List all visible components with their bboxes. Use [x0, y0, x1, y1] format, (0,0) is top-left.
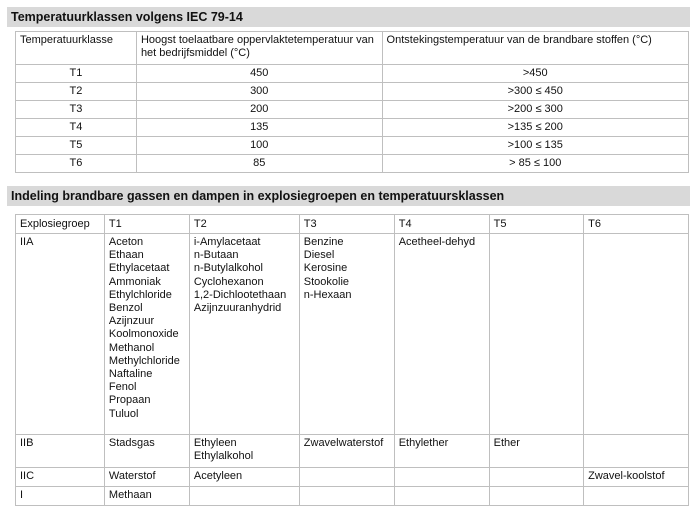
gas-name: 1,2-Dichlootethaan	[193, 288, 287, 301]
table-row	[16, 137, 689, 155]
gas-name: Waterstof	[108, 470, 156, 482]
table-cell: >135 ≤ 200	[382, 119, 688, 137]
explosion-group-cell: I	[16, 487, 105, 506]
gas-name: Ethylacetaat	[108, 262, 170, 275]
table-cell: 300	[136, 83, 382, 101]
gas-name: Zwavel-koolstof	[588, 470, 665, 482]
table-cell: > 85 ≤ 100	[382, 155, 688, 173]
table-cell: T4	[16, 119, 137, 137]
gas-list-cell	[394, 435, 489, 468]
gas-list-cell	[104, 468, 189, 487]
table-cell: T3	[16, 101, 137, 119]
gas-name: Methanol	[108, 341, 155, 354]
table-cell: 85	[136, 155, 382, 173]
explosion-group-cell: IIA	[16, 234, 105, 435]
table-header-row	[16, 32, 689, 65]
gas-list-cell	[489, 435, 583, 468]
header-explosion-group: Explosiegroep	[16, 215, 105, 234]
explosion-group-cell: IIB	[16, 435, 105, 468]
table-row	[16, 83, 689, 101]
gas-list-cell	[489, 234, 583, 435]
gas-list-cell	[299, 435, 394, 468]
gas-name: Kerosine	[303, 262, 348, 275]
table-cell: T2	[16, 83, 137, 101]
section-title-explosion-groups: Indeling brandbare gassen en dampen in explosiegroepen en temperatuursklassen	[7, 186, 690, 206]
gas-name: Ammoniak	[108, 275, 161, 288]
header-temperature-class-t4: T4	[394, 215, 489, 234]
gas-list-cell	[189, 435, 299, 468]
gas-list-cell	[394, 487, 489, 506]
header-temperature-class-t3: T3	[299, 215, 394, 234]
gas-name: Azijnzuuranhydrid	[193, 302, 282, 315]
gas-name: Benzine	[303, 236, 344, 248]
gas-name: Propaan	[108, 394, 151, 407]
gas-name: Koolmonoxide	[108, 328, 179, 341]
gas-name: Acetyleen	[193, 470, 243, 482]
gas-list-cell	[489, 468, 583, 487]
table-cell: 200	[136, 101, 382, 119]
table-cell: >200 ≤ 300	[382, 101, 688, 119]
header-temperature-class-t5: T5	[489, 215, 583, 234]
table-cell: >450	[382, 65, 688, 83]
gas-name: Stookolie	[303, 275, 350, 288]
gas-name: n-Hexaan	[303, 288, 352, 301]
gas-name: Benzol	[108, 302, 143, 315]
table-row	[16, 119, 689, 137]
table-row	[16, 468, 689, 487]
header-max-surface-temperature: Hoogst toelaatbare oppervlaktetemperatuur van het bedrijfsmiddel (°C)	[136, 32, 382, 65]
gas-name: Ethylether	[398, 437, 449, 449]
table-row	[16, 487, 689, 506]
temperature-classes-table	[15, 31, 689, 173]
gas-name: Methylchloride	[108, 354, 180, 367]
table-cell: T5	[16, 137, 137, 155]
table-cell: 100	[136, 137, 382, 155]
header-temperature-class-t6: T6	[584, 215, 689, 234]
gas-name: Diesel	[303, 249, 335, 262]
gas-list-cell	[584, 468, 689, 487]
gas-name: Fenol	[108, 381, 137, 394]
gas-name: Azijnzuur	[108, 315, 155, 328]
gas-list-cell	[104, 435, 189, 468]
gas-name: Tuluol	[108, 407, 139, 420]
table-cell: T1	[16, 65, 137, 83]
table-cell: >100 ≤ 135	[382, 137, 688, 155]
table-row	[16, 155, 689, 173]
gas-list-cell	[584, 487, 689, 506]
table-cell: 450	[136, 65, 382, 83]
header-temperature-class-t2: T2	[189, 215, 299, 234]
gas-name: Aceton	[108, 236, 144, 248]
gas-name: Cyclohexanon	[193, 275, 264, 288]
gas-list-cell	[104, 234, 189, 435]
gas-name: Ethyleen	[193, 437, 237, 449]
gas-name: Ethaan	[108, 249, 144, 262]
table-row	[16, 234, 689, 435]
table-row	[16, 65, 689, 83]
gas-list-cell	[299, 468, 394, 487]
gas-name: Zwavelwaterstof	[303, 437, 384, 449]
gas-list-cell	[299, 487, 394, 506]
table-cell: 135	[136, 119, 382, 137]
table-row	[16, 101, 689, 119]
gas-name: Naftaline	[108, 368, 153, 381]
gas-list-cell	[189, 487, 299, 506]
table-cell: >300 ≤ 450	[382, 83, 688, 101]
explosion-groups-table	[15, 214, 689, 506]
gas-list-cell	[189, 468, 299, 487]
gas-name: Ethylchloride	[108, 288, 172, 301]
gas-list-cell	[584, 435, 689, 468]
gas-name: Ethylalkohol	[193, 450, 254, 463]
section-title-temperature-classes: Temperatuurklassen volgens IEC 79-14	[7, 7, 690, 27]
header-ignition-temperature: Ontstekingstemperatuur van de brandbare stoffen (°C)	[382, 32, 688, 65]
gas-list-cell	[489, 487, 583, 506]
gas-name: n-Butaan	[193, 249, 239, 262]
gas-name: Acetheel-dehyd	[398, 236, 476, 248]
header-temperature-class-t1: T1	[104, 215, 189, 234]
header-temperature-class: Temperatuurklasse	[16, 32, 137, 65]
gas-name: i-Amylacetaat	[193, 236, 261, 248]
gas-list-cell	[189, 234, 299, 435]
gas-name: Stadsgas	[108, 437, 155, 449]
gas-list-cell	[394, 234, 489, 435]
gas-list-cell	[104, 487, 189, 506]
explosion-group-cell: IIC	[16, 468, 105, 487]
gas-name: Ether	[493, 437, 520, 449]
gas-name: Methaan	[108, 489, 152, 501]
gas-list-cell	[299, 234, 394, 435]
gas-name: n-Butylalkohol	[193, 262, 263, 275]
gas-list-cell	[584, 234, 689, 435]
table-cell: T6	[16, 155, 137, 173]
table-row	[16, 435, 689, 468]
gas-list-cell	[394, 468, 489, 487]
table-header-row	[16, 215, 689, 234]
